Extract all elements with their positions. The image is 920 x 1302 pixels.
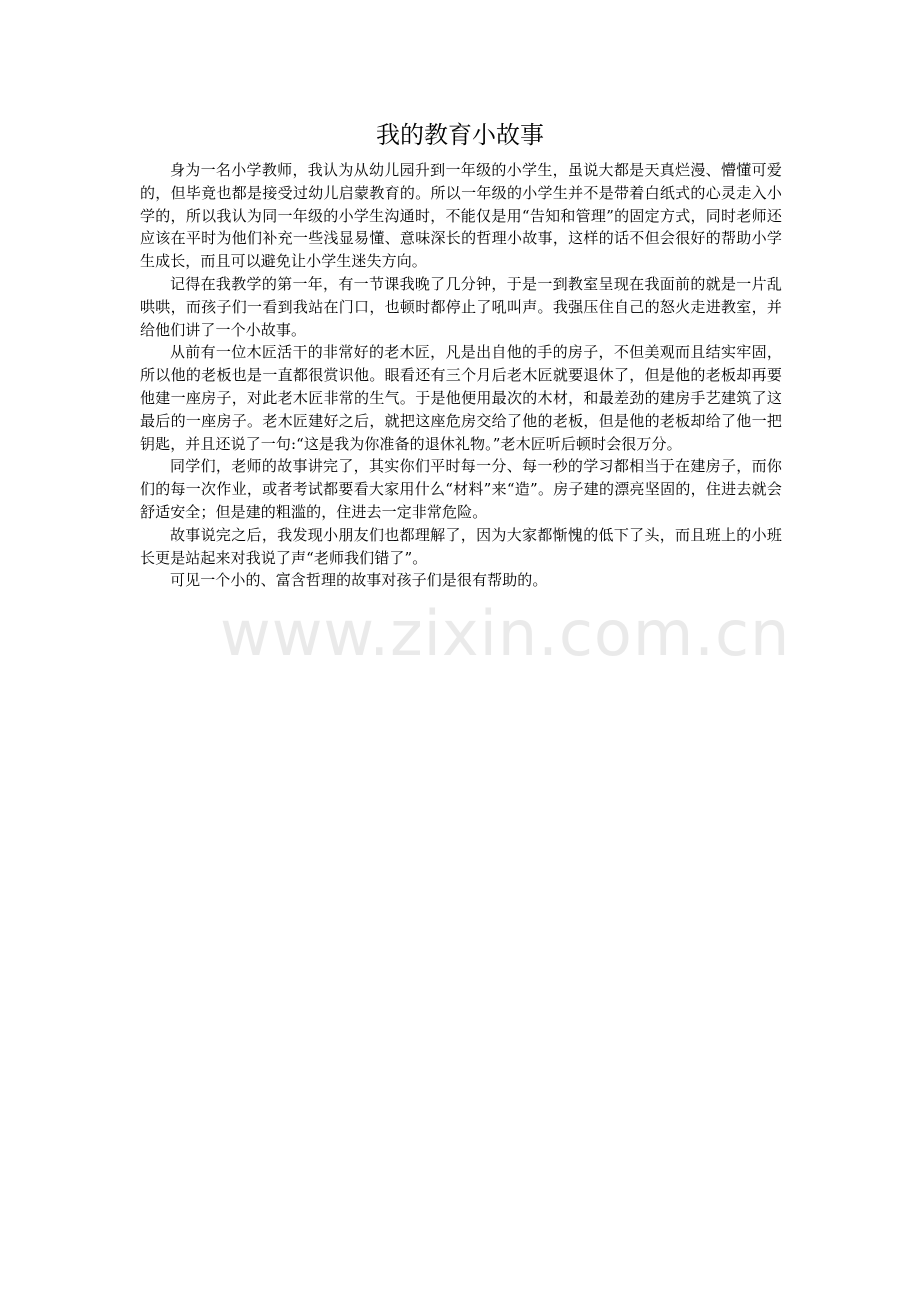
paragraph-3: 从前有一位木匠活干的非常好的老木匠，凡是出自他的手的房子，不但美观而且结实牢固，所以他的老板也是一直都很赏识他。眼看还有三个月后老木匠就要退休了，但是他的老板却再要他建一座房子，对此老木匠非常的生气。于是他便用最次的木材，和最差劲的建房手艺建筑了这最后的一座房子。老木匠建好之后，就把这座危房交给了他的老板，但是他的老板却给了他一把钥匙，并且还说了一句:“这是我为你准备的退休礼物。”老木匠听后顿时会很万分。 xyxy=(140,343,782,453)
document-title: 我的教育小故事 xyxy=(376,121,544,149)
paragraph-4: 同学们，老师的故事讲完了，其实你们平时每一分、每一秒的学习都相当于在建房子，而你们的每一次作业，或者考试都要看大家用什么“材料”来“造”。房子建的漂亮坚固的，住进去就会舒适安全；但是建的粗滥的，住进去一定非常危险。 xyxy=(140,457,782,521)
paragraph-5: 故事说完之后，我发现小朋友们也都理解了，因为大家都惭愧的低下了头，而且班上的小班长更是站起来对我说了声“老师我们错了”。 xyxy=(140,525,782,567)
paragraph-2: 记得在我教学的第一年，有一节课我晚了几分钟，于是一到教室呈现在我面前的就是一片乱哄哄，而孩子们一看到我站在门口，也顿时都停止了吼叫声。我强压住自己的怒火走进教室，并给他们讲了一个小故事。 xyxy=(140,274,782,339)
watermark: www.zixin.com.cn xyxy=(220,597,791,670)
document-body xyxy=(140,159,782,592)
paragraph-6: 可见一个小的、富含哲理的故事对孩子们是很有帮助的。 xyxy=(170,571,548,590)
paragraph-1: 身为一名小学教师，我认为从幼儿园升到一年级的小学生，虽说大都是天真烂漫、懵懂可爱的，但毕竟也都是接受过幼儿启蒙教育的。所以一年级的小学生并不是带着白纸式的心灵走入小学的，所以我认为同一年级的小学生沟通时，不能仅是用“告知和管理”的固定方式，同时老师还应该在平时为他们补充一些浅显易懂、意味深长的哲理小故事，这样的话不但会很好的帮助小学生成长，而且可以避免让小学生迷失方向。 xyxy=(140,161,782,271)
